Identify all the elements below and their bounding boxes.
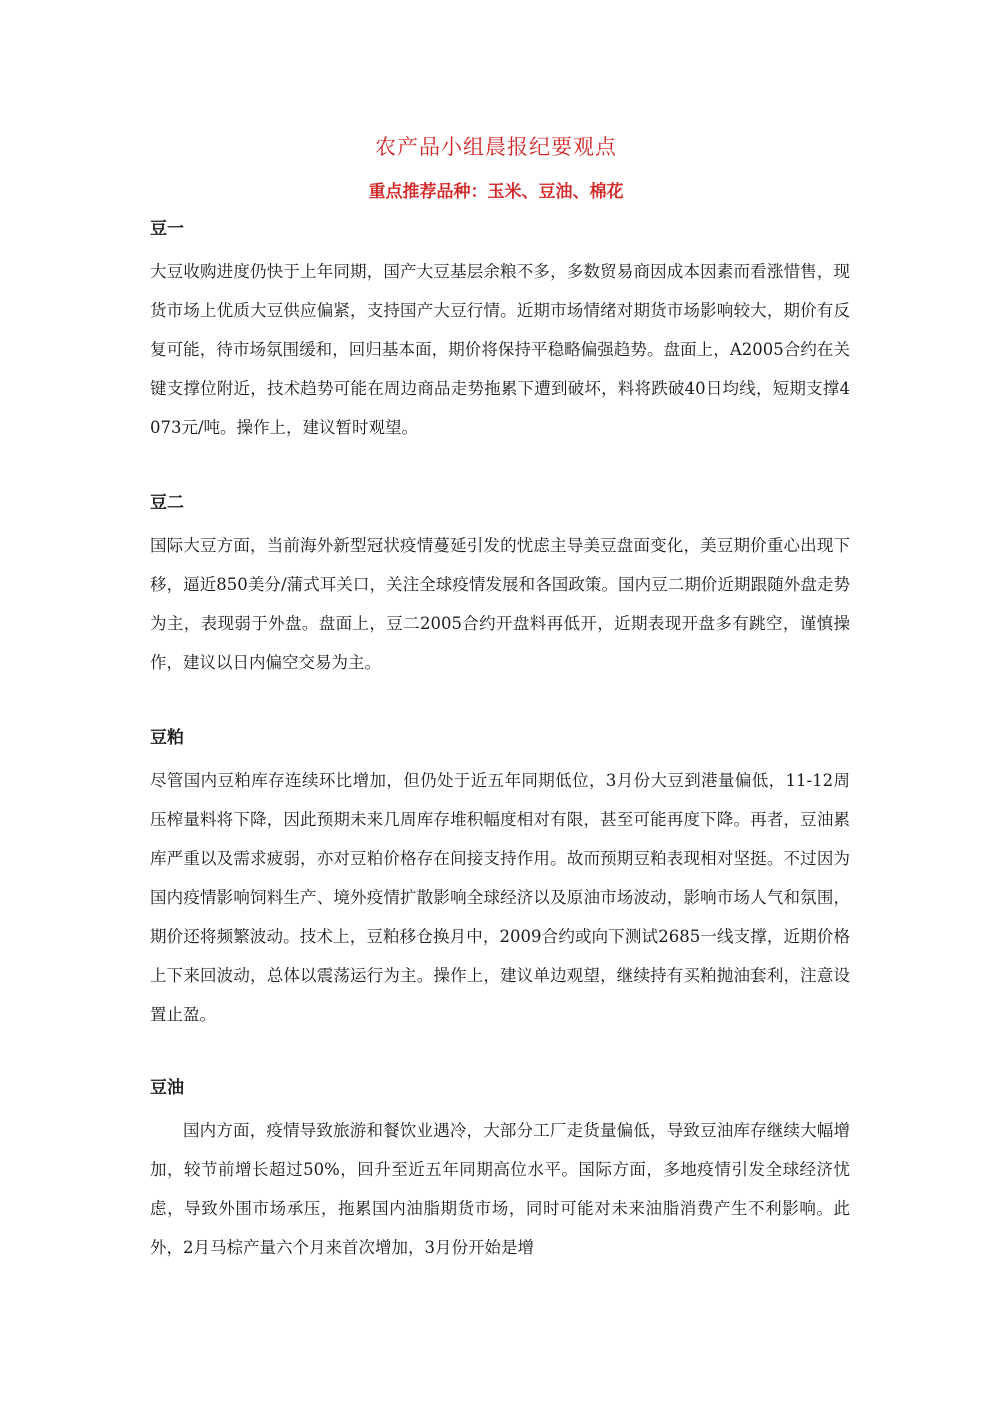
section-douyou xyxy=(150,1075,850,1267)
section-heading: 豆粕 xyxy=(150,728,184,748)
section-douyi xyxy=(150,216,850,447)
section-heading: 豆二 xyxy=(150,493,184,513)
section-paragraph: 尽管国内豆粕库存连续环比增加，但仍处于近五年同期低位，3月份大豆到港量偏低，11-12周压榨量料将下降，因此预期未来几周库存堆积幅度相对有限，甚至可能再度下降。再者，豆油累库严重以及需求疲弱，亦对豆粕价格存在间接支持作用。故而预期豆粕表现相对坚挺。不过因为国内疫情影响饲料生产、境外疫情扩散影响全球经济以及原油市场波动，影响市场人气和氛围，期价还将频繁波动。技术上，豆粕移仓换月中，2009合约或向下测试2685一线支撑，近期价格上下来回波动，总体以震荡运行为主。操作上，建议单边观望，继续持有买粕抛油套利，注意设置止盈。 xyxy=(150,771,850,1024)
section-douer xyxy=(150,490,850,682)
section-paragraph: 国际大豆方面，当前海外新型冠状疫情蔓延引发的忧虑主导美豆盘面变化，美豆期价重心出现下移，逼近850美分/蒲式耳关口，关注全球疫情发展和各国政策。国内豆二期价近期跟随外盘走势为主，表现弱于外盘。盘面上，豆二2005合约开盘料再低开，近期表现开盘多有跳空，谨慎操作，建议以日内偏空交易为主。 xyxy=(150,536,850,672)
section-paragraph: 国内方面，疫情导致旅游和餐饮业遇冷，大部分工厂走货量偏低，导致豆油库存继续大幅增加，较节前增长超过50%，回升至近五年同期高位水平。国际方面，多地疫情引发全球经济忧虑，导致外围市场承压，拖累国内油脂期货市场，同时可能对未来油脂消费产生不利影响。此外，2月马棕产量六个月来首次增加，3月份开始是增 xyxy=(150,1121,850,1257)
section-heading: 豆一 xyxy=(150,219,184,239)
document-title: 农产品小组晨报纪要观点 xyxy=(375,135,617,159)
section-heading: 豆油 xyxy=(150,1078,184,1098)
section-doupo xyxy=(150,725,850,1034)
section-paragraph: 大豆收购进度仍快于上年同期，国产大豆基层余粮不多，多数贸易商因成本因素而看涨惜售，现货市场上优质大豆供应偏紧，支持国产大豆行情。近期市场情绪对期货市场影响较大，期价有反复可能，待市场氛围缓和，回归基本面，期价将保持平稳略偏强趋势。盘面上，A2005合约在关键支撑位附近，技术趋势可能在周边商品走势拖累下遭到破坏，料将跌破40日均线，短期支撑4073元/吨。操作上，建议暂时观望。 xyxy=(150,262,850,437)
document-subtitle: 重点推荐品种：玉米、豆油、棉花 xyxy=(368,182,624,202)
